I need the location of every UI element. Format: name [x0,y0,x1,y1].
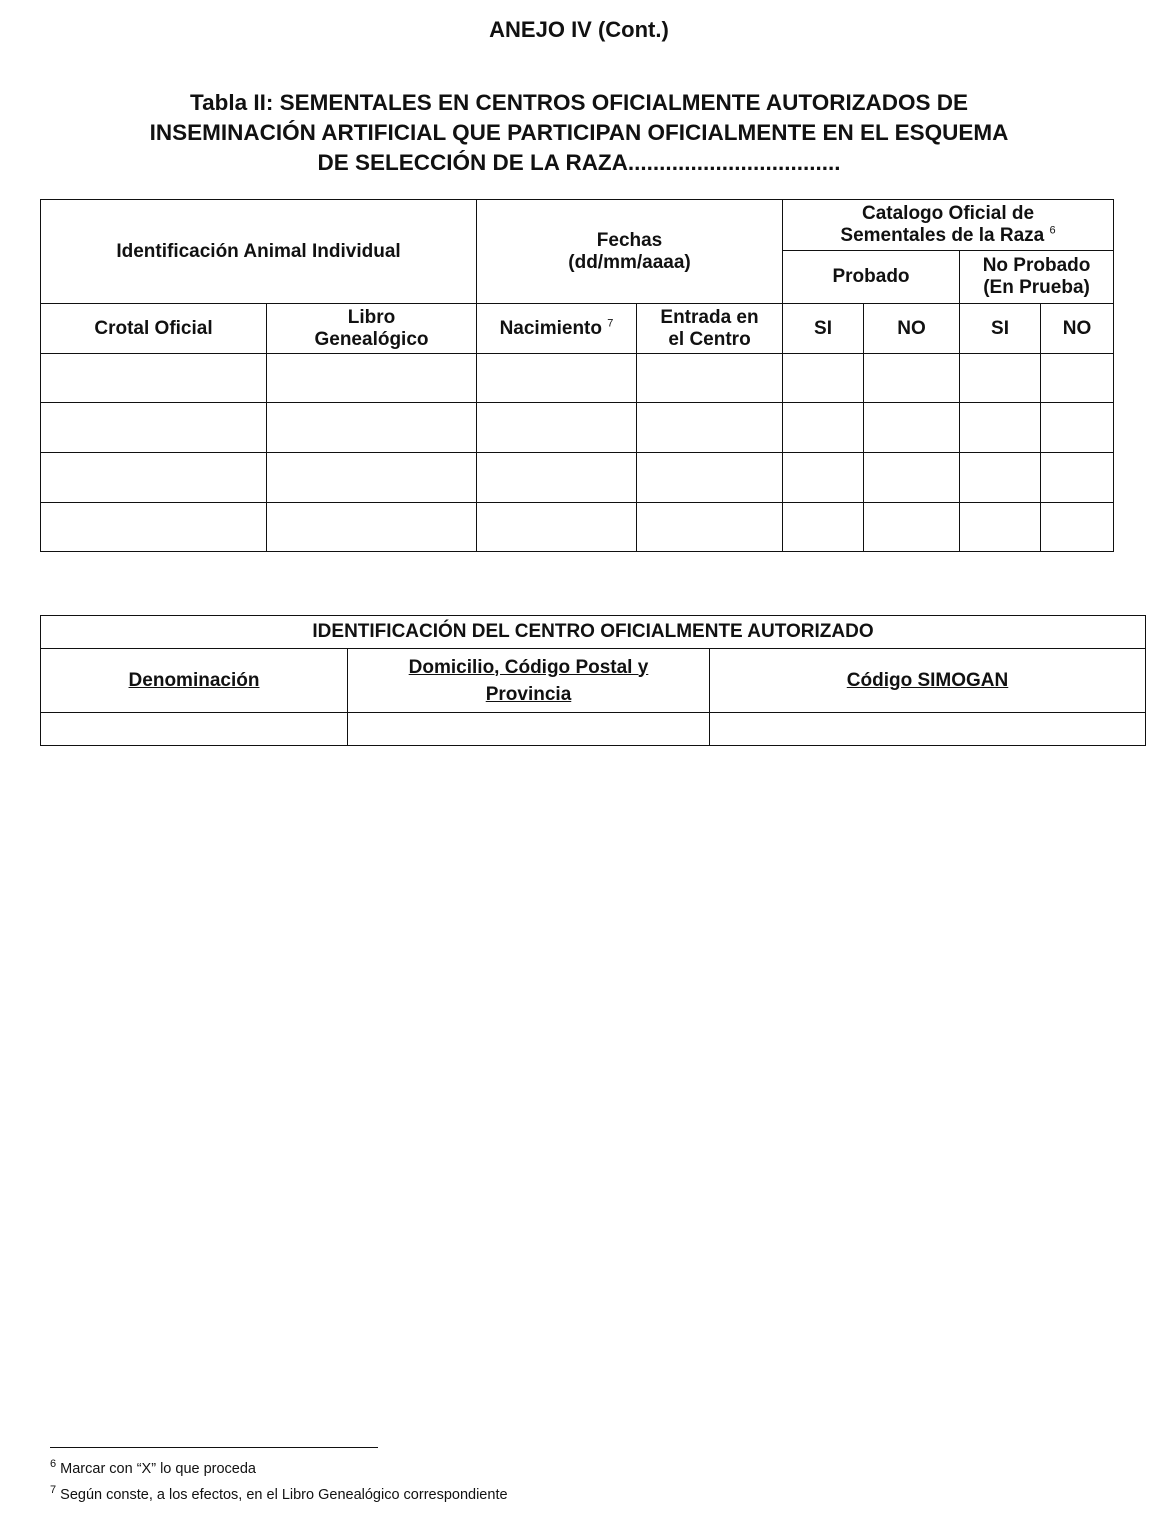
cell-crotal[interactable] [41,453,267,503]
cell-libro[interactable] [267,403,477,453]
cell-probado-no[interactable] [864,453,960,503]
cell-probado-no[interactable] [864,354,960,403]
header-no-probado-line2: (En Prueba) [983,277,1090,298]
header-entrada [637,304,783,354]
title-line-2: INSEMINACIÓN ARTIFICIAL QUE PARTICIPAN OFICIALMENTE EN EL ESQUEMA [149,120,1009,145]
header-domicilio-line1: Domicilio, Código Postal y [408,656,649,678]
header-nacimiento [477,304,637,354]
header-libro-line2: Genealógico [314,328,429,350]
cell-entrada[interactable] [637,403,783,453]
header-catalogo [783,200,1114,251]
header-simogan [710,649,1146,713]
header-domicilio-line2: Provincia [485,683,572,705]
footnote-6 [50,1458,256,1477]
footnote-divider [50,1447,378,1448]
cell-domicilio[interactable] [348,713,710,746]
cell-no-probado-no[interactable] [1041,453,1114,503]
cell-crotal[interactable] [41,354,267,403]
table-title [40,88,1118,178]
cell-nacimiento[interactable] [477,453,637,503]
header-no-probado-line1: No Probado [982,255,1091,276]
header-simogan-text: Código SIMOGAN [846,669,1009,691]
header-identificacion: Identificación Animal Individual [41,200,477,304]
table-row [41,354,1114,403]
cell-denominacion[interactable] [41,713,348,746]
header-fechas-format: (dd/mm/aaaa) [568,251,691,273]
cell-probado-no[interactable] [864,503,960,552]
header-fechas-label: Fechas [596,229,663,251]
header-no-probado [960,251,1114,304]
header-nacimiento-text: Nacimiento [499,317,602,339]
header-libro-line1: Libro [347,306,396,328]
footnote-ref-7: 7 [607,317,614,330]
cell-entrada[interactable] [637,453,783,503]
footnote-6-text: Marcar con “X” lo que proceda [60,1461,256,1477]
table-row [41,403,1114,453]
cell-probado-si[interactable] [783,403,864,453]
title-line-1: Tabla II: SEMENTALES EN CENTROS OFICIALMENTE AUTORIZADOS DE [190,90,968,115]
header-fechas [477,200,783,304]
header-entrada-line1: Entrada en [660,306,759,328]
header-denominacion [41,649,348,713]
header-probado-no: NO [864,304,960,354]
header-denominacion-text: Denominación [128,669,260,691]
header-probado-si: SI [783,304,864,354]
cell-probado-si[interactable] [783,453,864,503]
cell-libro[interactable] [267,453,477,503]
title-line-3: DE SELECCIÓN DE LA RAZA.................................. [317,150,841,175]
header-libro [267,304,477,354]
cell-no-probado-no[interactable] [1041,403,1114,453]
header-catalogo-line2 [787,225,1109,247]
header-entrada-line2: el Centro [668,328,751,350]
cell-crotal[interactable] [41,503,267,552]
header-domicilio [348,649,710,713]
cell-nacimiento[interactable] [477,354,637,403]
cell-simogan[interactable] [710,713,1146,746]
table-row [41,713,1146,746]
footnote-ref-6: 6 [1049,224,1056,237]
cell-no-probado-no[interactable] [1041,503,1114,552]
cell-nacimiento[interactable] [477,403,637,453]
header-no-probado-no: NO [1041,304,1114,354]
cell-libro[interactable] [267,354,477,403]
header-probado: Probado [783,251,960,304]
header-catalogo-line1: Catalogo Oficial de [861,203,1035,224]
centro-table [40,615,1146,746]
footnote-7-text: Según conste, a los efectos, en el Libro Genealógico correspondiente [60,1487,508,1503]
footnote-7-number: 7 [50,1484,57,1497]
header-no-probado-si: SI [960,304,1041,354]
cell-entrada[interactable] [637,503,783,552]
cell-no-probado-si[interactable] [960,503,1041,552]
sementales-table [40,199,1114,552]
cell-probado-si[interactable] [783,354,864,403]
cell-no-probado-si[interactable] [960,403,1041,453]
cell-no-probado-si[interactable] [960,354,1041,403]
cell-libro[interactable] [267,503,477,552]
centro-header: IDENTIFICACIÓN DEL CENTRO OFICIALMENTE AUTORIZADO [41,616,1146,649]
cell-probado-si[interactable] [783,503,864,552]
table-row [41,453,1114,503]
cell-no-probado-si[interactable] [960,453,1041,503]
cell-nacimiento[interactable] [477,503,637,552]
cell-crotal[interactable] [41,403,267,453]
header-catalogo-line2-text: Sementales de la Raza [840,225,1045,246]
footnote-7 [50,1484,508,1503]
cell-no-probado-no[interactable] [1041,354,1114,403]
footnote-6-number: 6 [50,1458,57,1471]
table-row [41,503,1114,552]
cell-entrada[interactable] [637,354,783,403]
cell-probado-no[interactable] [864,403,960,453]
header-crotal: Crotal Oficial [41,304,267,354]
annex-heading: ANEJO IV (Cont.) [489,17,669,42]
